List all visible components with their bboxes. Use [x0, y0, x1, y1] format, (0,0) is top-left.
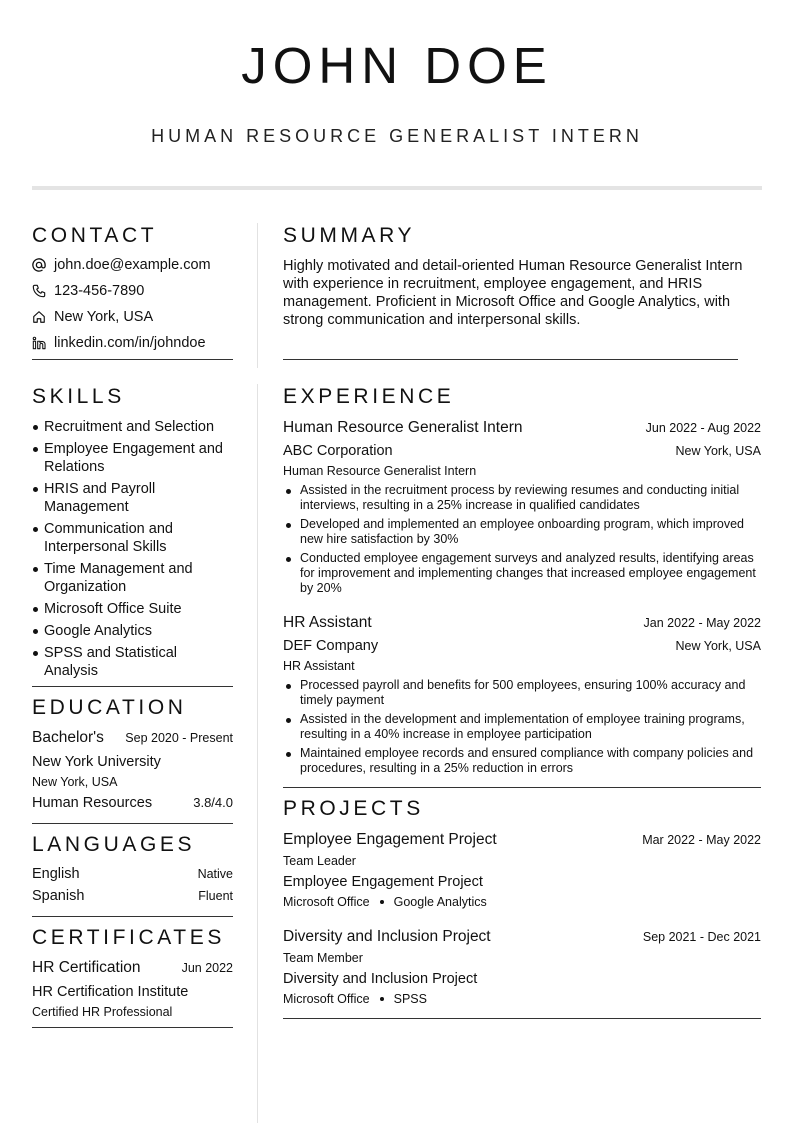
job-dates: Jun 2022 - Aug 2022: [645, 421, 761, 435]
contact-location: [32, 307, 153, 327]
projects-heading: PROJECTS: [283, 797, 424, 820]
certificate-date: Jun 2022: [181, 961, 233, 975]
skills-heading: SKILLS: [32, 385, 125, 408]
project-tech-list: [283, 992, 427, 1006]
education-location: New York, USA: [32, 775, 118, 789]
job-company: ABC Corporation: [283, 443, 393, 459]
project-dates: Mar 2022 - May 2022: [642, 833, 761, 847]
summary-heading: SUMMARY: [283, 224, 416, 247]
job-header: [283, 614, 761, 632]
job-bullet: Processed payroll and benefits for 500 employees, ensuring 100% accuracy and timely payment: [283, 678, 761, 708]
experience-divider: [283, 787, 761, 788]
project-role: Team Leader: [283, 854, 356, 868]
phone-icon: [32, 284, 46, 298]
summary-divider: [283, 359, 738, 360]
job-role: HR Assistant: [283, 659, 355, 673]
skill-item: Communication and Interpersonal Skills: [32, 520, 233, 556]
experience-heading: EXPERIENCE: [283, 385, 455, 408]
separator-dot: [380, 997, 384, 1001]
certificate-row: [32, 959, 233, 977]
project-header: [283, 928, 761, 946]
language-level: Native: [197, 867, 233, 881]
contact-location-text: New York, USA: [54, 309, 154, 325]
job-bullet: Maintained employee records and ensured compliance with company policies and procedures, resulting in a 25% reduction in errors: [283, 746, 761, 776]
job-title: Human Resource Generalist Intern: [283, 419, 523, 436]
education-degree-row: [32, 729, 233, 747]
skill-item: Employee Engagement and Relations: [32, 440, 233, 476]
job-bullet: Assisted in the development and implementation of employee training programs, resulting in a 40% increase in employee participation: [283, 712, 761, 742]
job-location: New York, USA: [675, 639, 761, 653]
job-company-row: [283, 638, 761, 654]
education-gpa: 3.8/4.0: [193, 795, 233, 810]
home-icon: [32, 310, 46, 324]
contact-email[interactable]: [32, 255, 211, 275]
job-company: DEF Company: [283, 638, 379, 654]
languages-divider: [32, 916, 233, 917]
education-field: Human Resources: [32, 795, 153, 811]
skill-item: Recruitment and Selection: [32, 418, 233, 436]
summary-text: Highly motivated and detail-oriented Human Resource Generalist Intern with experience in recruitment, employee engagement, and HRIS management. Proficient in Microsoft Office and Google Analytics, with strong communication and interpersonal skills.: [283, 258, 743, 328]
tech-item: Google Analytics: [393, 895, 487, 909]
tech-item: Microsoft Office: [283, 895, 370, 909]
column-divider-bottom: [257, 384, 258, 1123]
project-title: Diversity and Inclusion Project: [283, 928, 491, 945]
skill-item: Google Analytics: [32, 622, 233, 640]
language-row: [32, 888, 233, 904]
contact-phone-text: 123-456-7890: [54, 283, 145, 299]
resume-title: HUMAN RESOURCE GENERALIST INTERN: [151, 126, 643, 146]
education-degree: Bachelor's: [32, 729, 104, 746]
language-level: Fluent: [198, 889, 233, 903]
contact-linkedin-text: linkedin.com/in/johndoe: [54, 335, 206, 351]
tech-item: Microsoft Office: [283, 992, 370, 1006]
language-row: [32, 866, 233, 882]
job-location: New York, USA: [675, 444, 761, 458]
education-field-row: [32, 795, 233, 811]
tech-item: SPSS: [393, 992, 427, 1006]
job-header: [283, 419, 761, 437]
certificate-issuer: HR Certification Institute: [32, 984, 189, 1000]
certificate-name: HR Certification: [32, 959, 141, 976]
contact-email-text: john.doe@example.com: [54, 257, 211, 273]
contact-phone[interactable]: [32, 281, 144, 301]
separator-dot: [380, 900, 384, 904]
header-divider: [32, 186, 762, 190]
skill-item: Time Management and Organization: [32, 560, 233, 596]
skills-divider: [32, 686, 233, 687]
skill-item: SPSS and Statistical Analysis: [32, 644, 233, 680]
column-divider-top: [257, 223, 258, 368]
job-role: Human Resource Generalist Intern: [283, 464, 477, 478]
at-icon: [32, 258, 46, 272]
project-title: Employee Engagement Project: [283, 831, 497, 848]
projects-divider: [283, 1018, 761, 1019]
job-bullet: Developed and implemented an employee onboarding program, which improved new hire satisfaction by 30%: [283, 517, 761, 547]
language-name: English: [32, 866, 80, 882]
resume-name: JOHN DOE: [241, 37, 553, 94]
languages-heading: LANGUAGES: [32, 833, 196, 856]
certificate-detail: Certified HR Professional: [32, 1005, 173, 1019]
certificates-divider: [32, 1027, 233, 1028]
job-bullet: Assisted in the recruitment process by reviewing resumes and conducting initial interviews, resulting in a 25% increase in qualified candidates: [283, 483, 761, 513]
skill-item: Microsoft Office Suite: [32, 600, 233, 618]
project-tech-list: [283, 895, 487, 909]
job-dates: Jan 2022 - May 2022: [643, 616, 761, 630]
contact-divider: [32, 359, 233, 360]
education-school: New York University: [32, 754, 161, 770]
education-dates: Sep 2020 - Present: [125, 731, 233, 745]
education-divider: [32, 823, 233, 824]
skill-item: HRIS and Payroll Management: [32, 480, 233, 516]
certificates-heading: CERTIFICATES: [32, 926, 225, 949]
language-name: Spanish: [32, 888, 85, 904]
job-title: HR Assistant: [283, 614, 372, 631]
contact-linkedin[interactable]: [32, 333, 206, 353]
education-heading: EDUCATION: [32, 696, 187, 719]
project-subtitle: Employee Engagement Project: [283, 874, 483, 890]
contact-heading: CONTACT: [32, 224, 158, 247]
job-company-row: [283, 443, 761, 459]
project-subtitle: Diversity and Inclusion Project: [283, 971, 478, 987]
linkedin-icon: [32, 336, 46, 350]
project-header: [283, 831, 761, 849]
job-bullet: Conducted employee engagement surveys and analyzed results, identifying areas for improvement and implementing changes that increased employee engagement by 20%: [283, 551, 761, 596]
project-role: Team Member: [283, 951, 363, 965]
project-dates: Sep 2021 - Dec 2021: [642, 930, 761, 944]
